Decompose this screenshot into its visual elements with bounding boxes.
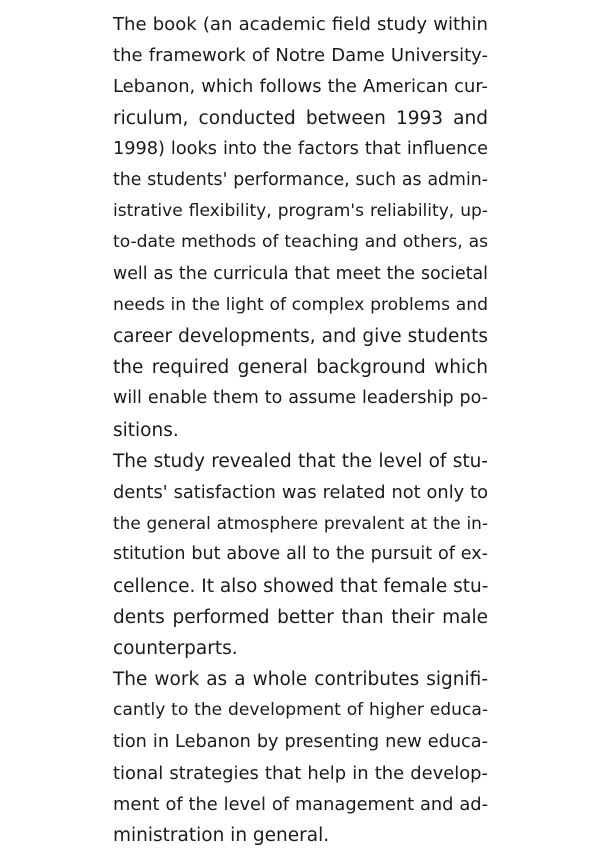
text-line: the general atmosphere prevalent at the in-	[113, 513, 488, 534]
text-line: riculum, conducted between 1993 and	[113, 107, 488, 129]
text-line: the students' performance, such as admin-	[113, 170, 488, 191]
text-line: dents performed better than their male	[113, 606, 488, 628]
text-line: career developments, and give students	[113, 326, 488, 348]
text-line: The book (an academic field study within	[113, 14, 488, 35]
text-line: needs in the light of complex problems and	[113, 294, 488, 315]
text-line: tion in Lebanon by presenting new educa-	[113, 731, 488, 752]
text-line: 1998) looks into the factors that influence	[113, 138, 488, 159]
text-line: Lebanon, which follows the American cur-	[113, 76, 488, 98]
text-line: will enable them to assume leadership po-	[113, 388, 488, 409]
paragraph-1	[113, 9, 488, 446]
text-line: istrative flexibility, program's reliability, up-	[113, 201, 488, 222]
text-line: tional strategies that help in the develop-	[113, 762, 488, 784]
book-description	[113, 9, 488, 851]
text-line: The study revealed that the level of stu-	[113, 450, 488, 472]
text-line: cantly to the development of higher educa-	[113, 700, 488, 721]
paragraph-2	[113, 446, 488, 664]
text-line: The work as a whole contributes signifi-	[113, 669, 488, 691]
text-line: well as the curricula that meet the societal	[113, 263, 488, 284]
text-line: cellence. It also showed that female stu-	[113, 575, 489, 597]
text-line: sitions.	[113, 419, 179, 441]
text-line: ministration in general.	[113, 825, 330, 847]
text-line: to-date methods of teaching and others, as	[113, 232, 488, 253]
text-line: stitution but above all to the pursuit of ex-	[113, 544, 488, 565]
text-line: dents' satisfaction was related not only to	[113, 482, 488, 504]
text-line: ment of the level of management and ad-	[113, 794, 488, 816]
paragraph-3	[113, 664, 488, 851]
text-line: the required general background which	[113, 357, 488, 379]
text-line: counterparts.	[113, 638, 238, 660]
text-line: the framework of Notre Dame University-	[113, 45, 488, 67]
